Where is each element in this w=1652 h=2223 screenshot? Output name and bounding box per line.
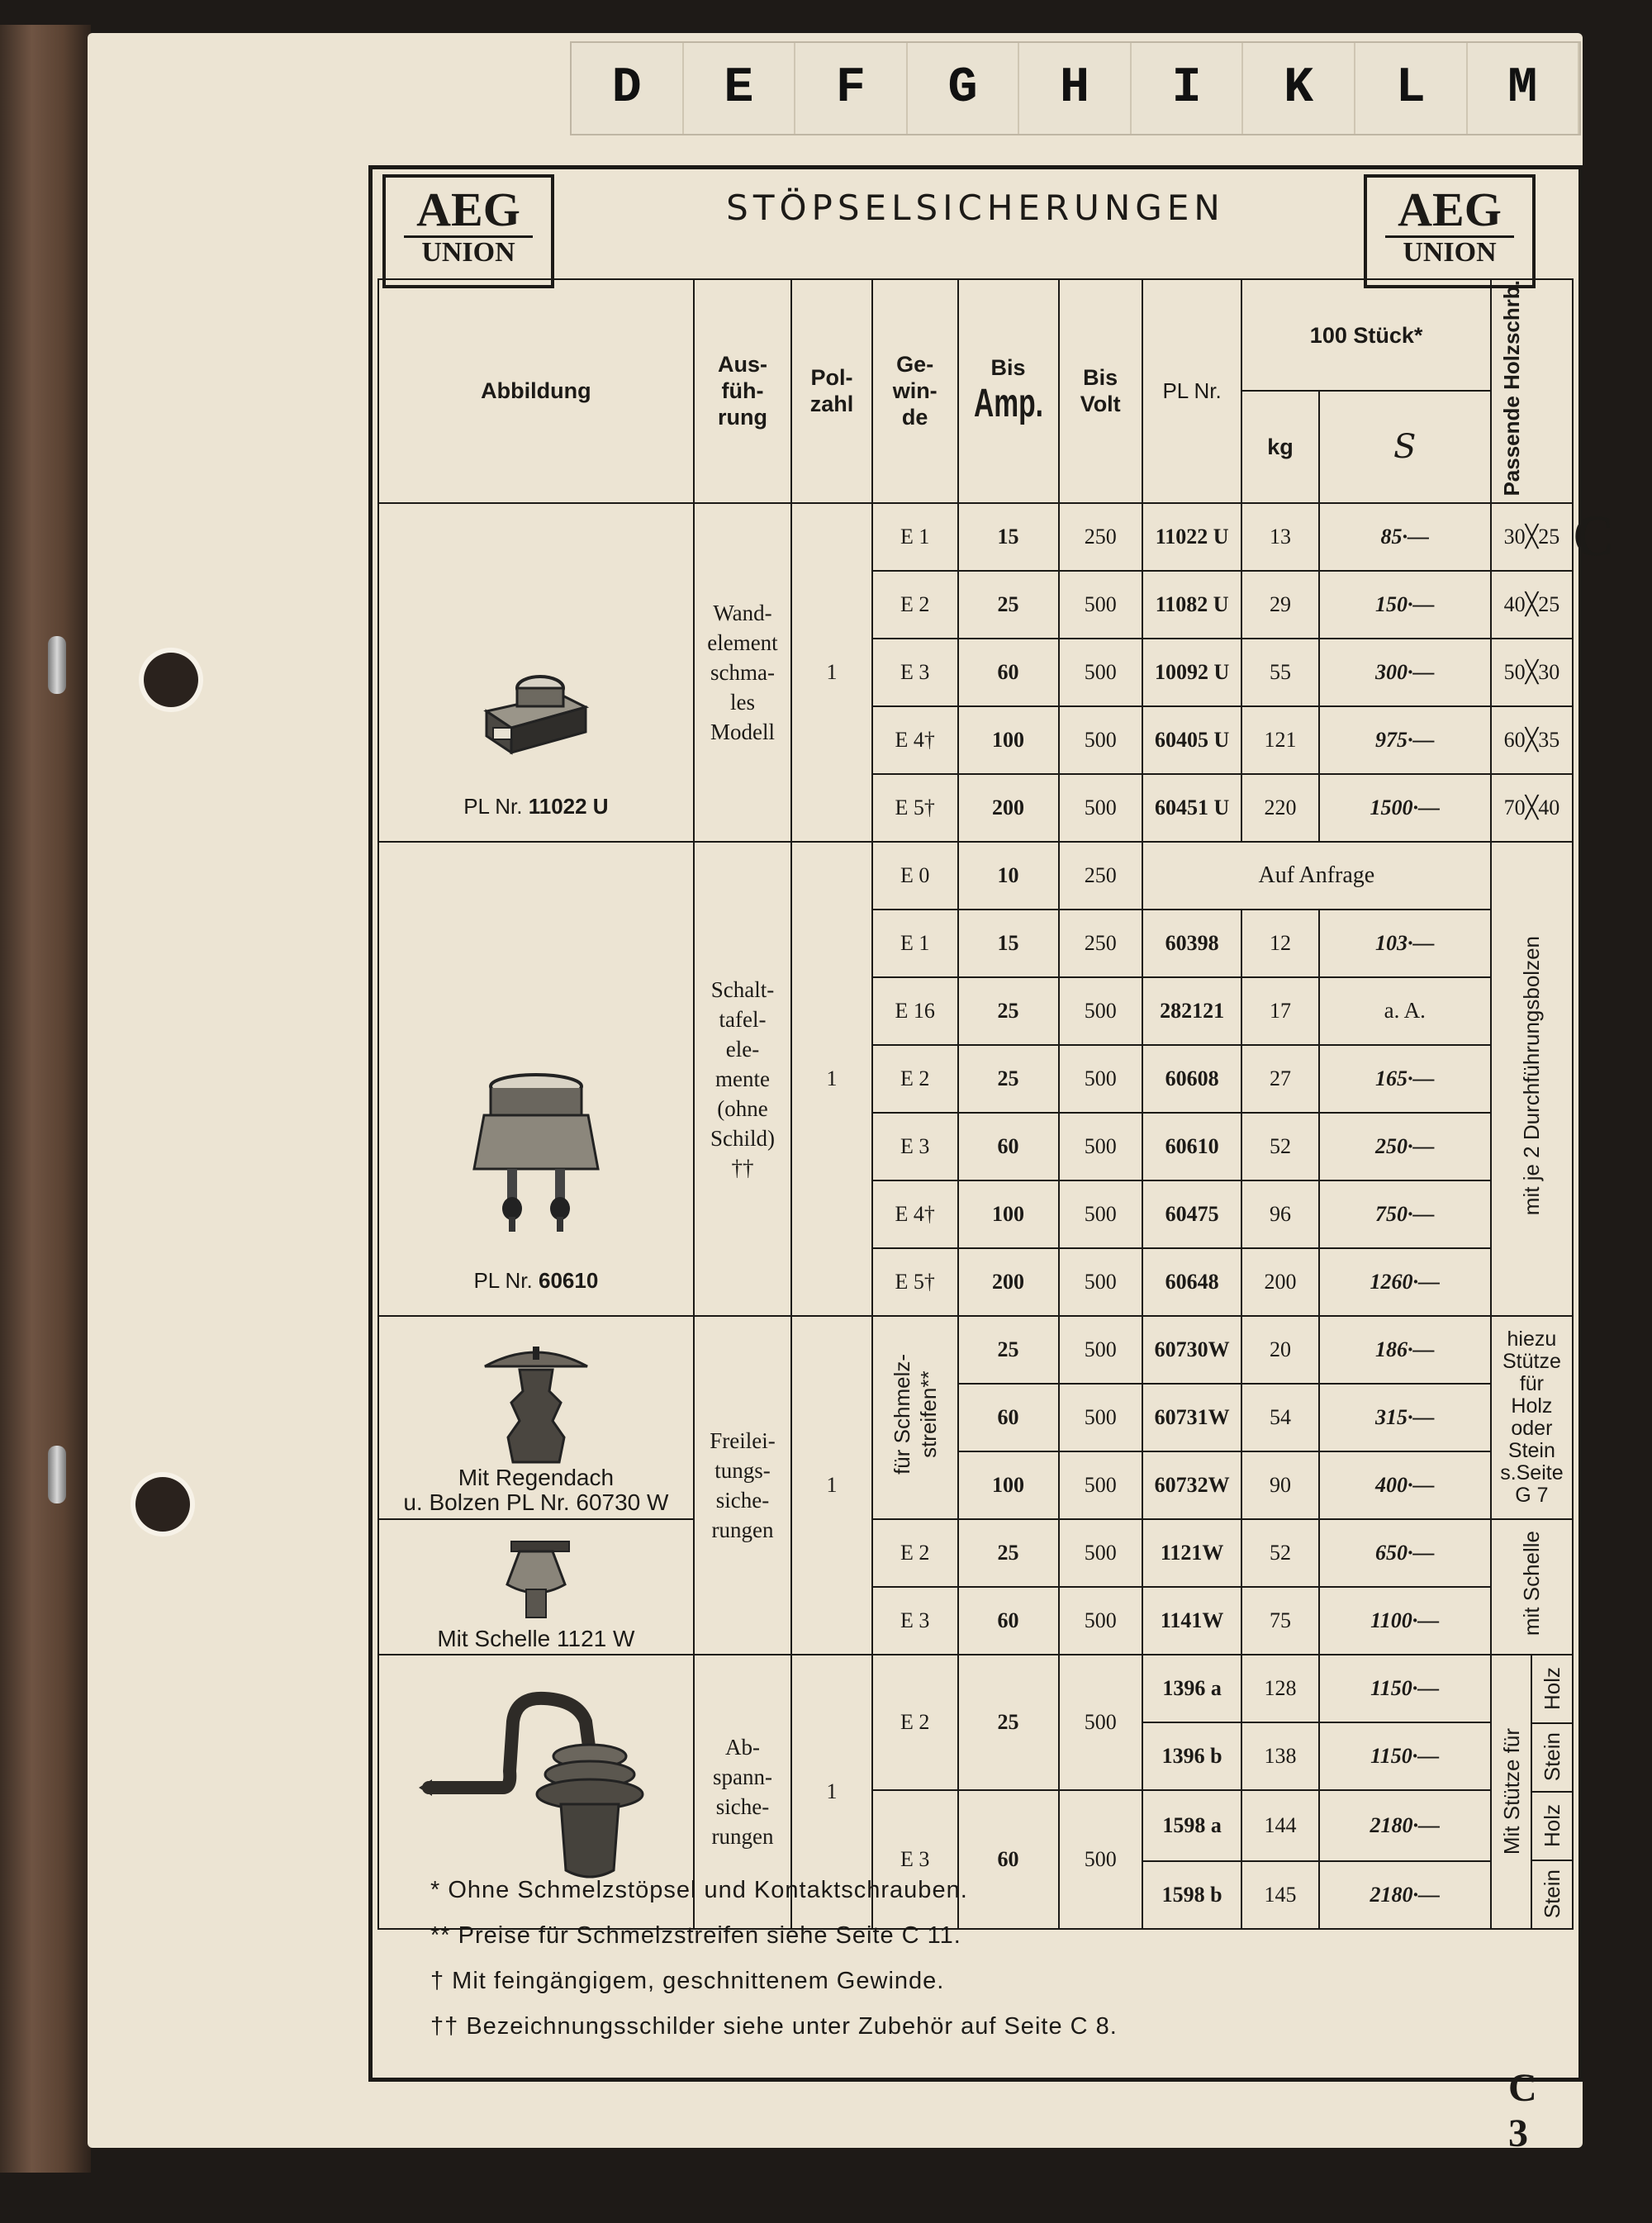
- price-cell: 165·—: [1319, 1045, 1491, 1113]
- price-cell: 103·—: [1319, 910, 1491, 977]
- pl-nr-cell: 60451 U: [1142, 774, 1242, 842]
- volt-cell: 500: [1059, 639, 1142, 706]
- price-cell: 150·—: [1319, 571, 1491, 639]
- gewinde-cell: E 1: [872, 910, 958, 977]
- panel-fuse-element-illustration: [466, 1070, 606, 1235]
- gewinde-cell: E 2: [872, 1519, 958, 1587]
- kg-cell: 17: [1241, 977, 1318, 1045]
- volt-cell: 500: [1059, 1180, 1142, 1248]
- volt-cell: 250: [1059, 910, 1142, 977]
- price-cell: 1260·—: [1319, 1248, 1491, 1316]
- kg-cell: 128: [1241, 1655, 1318, 1722]
- kg-cell: 145: [1241, 1861, 1318, 1929]
- screw-cell: 30╳25: [1491, 503, 1573, 571]
- page-title: STÖPSELSICHERUNGEN: [726, 188, 1225, 228]
- amp-cell: 25: [958, 1316, 1059, 1384]
- price-cell: 1150·—: [1319, 1655, 1491, 1722]
- footnotes: [430, 1868, 1118, 2050]
- gewinde-cell: E 2: [872, 1655, 958, 1790]
- pol-cell: 1: [791, 1316, 872, 1655]
- pl-nr-cell: 282121: [1142, 977, 1242, 1045]
- kg-cell: 12: [1241, 910, 1318, 977]
- gewinde-cell: für Schmelz- streifen**: [872, 1316, 958, 1519]
- pol-cell: 1: [791, 503, 872, 842]
- kg-cell: 121: [1241, 706, 1318, 774]
- volt-cell: 500: [1059, 1316, 1142, 1384]
- volt-cell: 500: [1059, 977, 1142, 1045]
- pl-nr-cell: 1598 b: [1142, 1861, 1242, 1929]
- col-polzahl: Pol- zahl: [791, 279, 872, 503]
- amp-cell: 100: [958, 1451, 1059, 1519]
- pl-nr-cell: 60398: [1142, 910, 1242, 977]
- wall-fuse-element-illustration: [478, 670, 594, 761]
- volt-cell: 500: [1059, 1113, 1142, 1180]
- ausfuehrung-cell: Schalt- tafel- ele- mente (ohne Schild) ††: [694, 842, 791, 1316]
- price-cell: 315·—: [1319, 1384, 1491, 1451]
- col-kg: kg: [1241, 391, 1318, 502]
- gewinde-cell: E 3: [872, 639, 958, 706]
- tab-i[interactable]: I: [1132, 43, 1244, 134]
- price-cell: 400·—: [1319, 1451, 1491, 1519]
- kg-cell: 144: [1241, 1790, 1318, 1861]
- col-bis-volt: Bis Volt: [1059, 279, 1142, 503]
- col-passende: Passende Holzschrb.: [1491, 279, 1573, 503]
- amp-cell: 25: [958, 1045, 1059, 1113]
- amp-cell: 100: [958, 1180, 1059, 1248]
- aeg-union-logo-left: AEG UNION: [382, 174, 554, 288]
- volt-cell: 250: [1059, 842, 1142, 910]
- amp-cell: 25: [958, 1519, 1059, 1587]
- kg-cell: 52: [1241, 1113, 1318, 1180]
- col-pl-nr: PL Nr.: [1142, 279, 1242, 503]
- volt-cell: 500: [1059, 1384, 1142, 1451]
- amp-cell: 25: [958, 571, 1059, 639]
- gewinde-cell: E 5†: [872, 1248, 958, 1316]
- gewinde-cell: E 3: [872, 1790, 958, 1929]
- price-cell: 750·—: [1319, 1180, 1491, 1248]
- price-cell: 85·—: [1319, 503, 1491, 571]
- pl-nr-cell: 1141W: [1142, 1587, 1242, 1655]
- tab-f[interactable]: F: [795, 43, 908, 134]
- amp-cell: 200: [958, 1248, 1059, 1316]
- volt-cell: 500: [1059, 1045, 1142, 1113]
- price-cell: 1150·—: [1319, 1722, 1491, 1790]
- tab-l[interactable]: L: [1355, 43, 1468, 134]
- gewinde-cell: E 5†: [872, 774, 958, 842]
- amp-cell: 60: [958, 1790, 1059, 1929]
- pol-cell: 1: [791, 842, 872, 1316]
- illustration-caption: PL Nr. 60610: [473, 1267, 599, 1293]
- illustration-cell: [378, 842, 694, 1316]
- price-cell: 186·—: [1319, 1316, 1491, 1384]
- tab-g[interactable]: G: [908, 43, 1020, 134]
- strain-fuse-illustration: [412, 1689, 660, 1895]
- screw-cell: 60╳35: [1491, 706, 1573, 774]
- gewinde-cell: E 0: [872, 842, 958, 910]
- kg-cell: 138: [1241, 1722, 1318, 1790]
- side-note-cell: mit Schelle: [1491, 1519, 1573, 1655]
- kg-cell: 90: [1241, 1451, 1318, 1519]
- footnote: †† Bezeichnungsschilder siehe unter Zubehör auf Seite C 8.: [430, 2013, 1118, 2040]
- volt-cell: 500: [1059, 1587, 1142, 1655]
- side-note-cell: hiezu Stütze für Holz oder Stein s.Seite G 7: [1491, 1316, 1573, 1519]
- amp-cell: 60: [958, 639, 1059, 706]
- pl-nr-cell: 60730W: [1142, 1316, 1242, 1384]
- pl-nr-cell: 60475: [1142, 1180, 1242, 1248]
- kg-cell: 200: [1241, 1248, 1318, 1316]
- gewinde-cell: E 2: [872, 1045, 958, 1113]
- col-bis-amp-bottom: Amp.: [973, 382, 1043, 426]
- gewinde-cell: E 3: [872, 1587, 958, 1655]
- amp-cell: 100: [958, 706, 1059, 774]
- volt-cell: 500: [1059, 1519, 1142, 1587]
- fuse-table: [377, 278, 1574, 1930]
- illustration-caption: Mit Schelle 1121 W: [437, 1625, 635, 1651]
- price-cell: 1500·—: [1319, 774, 1491, 842]
- col-abbildung: Abbildung: [378, 279, 694, 503]
- price-cell: 250·—: [1319, 1113, 1491, 1180]
- col-ausfuehrung: Aus- füh- rung: [694, 279, 791, 503]
- screw-cell: 40╳25: [1491, 571, 1573, 639]
- tab-h[interactable]: H: [1019, 43, 1132, 134]
- screw-cell: 70╳40: [1491, 774, 1573, 842]
- pl-nr-cell: 60405 U: [1142, 706, 1242, 774]
- volt-cell: 500: [1059, 1248, 1142, 1316]
- illustration-cell: [378, 1519, 694, 1655]
- illustration-caption: Mit Regendach u. Bolzen PL Nr. 60730 W: [403, 1464, 669, 1515]
- volt-cell: 500: [1059, 1655, 1142, 1790]
- pl-nr-cell: 60731W: [1142, 1384, 1242, 1451]
- kg-cell: 54: [1241, 1384, 1318, 1451]
- ausfuehrung-cell: Freilei- tungs- siche- rungen: [694, 1316, 791, 1655]
- catalog-frame: [368, 165, 1583, 2082]
- kg-cell: 96: [1241, 1180, 1318, 1248]
- tab-e[interactable]: E: [684, 43, 796, 134]
- footnote: * Ohne Schmelzstöpsel und Kontaktschrauben.: [430, 1877, 968, 1903]
- page-number: C 3: [1508, 2066, 1544, 2155]
- col-gewinde: Ge- win- de: [872, 279, 958, 503]
- kg-cell: 220: [1241, 774, 1318, 842]
- binder-ring: [48, 1446, 66, 1503]
- volt-cell: 500: [1059, 706, 1142, 774]
- tab-m[interactable]: M: [1468, 43, 1580, 134]
- aeg-union-logo-right: AEG UNION: [1364, 174, 1536, 288]
- col-100-stueck: 100 Stück*: [1241, 279, 1490, 391]
- pl-nr-cell: 10092 U: [1142, 639, 1242, 706]
- clamp-fuse-illustration: [487, 1535, 586, 1626]
- ausfuehrung-cell: Ab- spann- siche- rungen: [694, 1655, 791, 1929]
- pl-nr-cell: 1396 a: [1142, 1655, 1242, 1722]
- binder-ring: [48, 636, 66, 694]
- volt-cell: 500: [1059, 1790, 1142, 1929]
- volt-cell: 500: [1059, 571, 1142, 639]
- kg-cell: 52: [1241, 1519, 1318, 1587]
- catalog-page: [88, 33, 1615, 2155]
- price-cell: a. A.: [1319, 977, 1491, 1045]
- pl-nr-cell: 60608: [1142, 1045, 1242, 1113]
- illustration-cell: [378, 503, 694, 842]
- amp-cell: 60: [958, 1384, 1059, 1451]
- gewinde-cell: E 1: [872, 503, 958, 571]
- gewinde-cell: E 16: [872, 977, 958, 1045]
- pl-nr-cell: 60610: [1142, 1113, 1242, 1180]
- kg-cell: 27: [1241, 1045, 1318, 1113]
- pl-nr-cell: 60732W: [1142, 1451, 1242, 1519]
- pl-nr-cell: 11022 U: [1142, 503, 1242, 571]
- volt-cell: 500: [1059, 774, 1142, 842]
- ausfuehrung-cell: Wand- element schma- les Modell: [694, 503, 791, 842]
- pl-nr-cell: 1396 b: [1142, 1722, 1242, 1790]
- price-cell: 2180·—: [1319, 1790, 1491, 1861]
- volt-cell: 250: [1059, 503, 1142, 571]
- amp-cell: 15: [958, 503, 1059, 571]
- col-bis-amp-top: Bis: [990, 355, 1026, 381]
- footnote: ** Preise für Schmelzstreifen siehe Seite C 11.: [430, 1922, 961, 1949]
- gewinde-cell: E 2: [872, 571, 958, 639]
- index-tabs: [570, 41, 1581, 135]
- illustration-cell: [378, 1316, 694, 1519]
- col-bis-amp: [958, 279, 1059, 503]
- amp-cell: 200: [958, 774, 1059, 842]
- pl-nr-cell: 1598 a: [1142, 1790, 1242, 1861]
- amp-cell: 60: [958, 1113, 1059, 1180]
- tab-k[interactable]: K: [1243, 43, 1355, 134]
- pl-nr-cell: 1121W: [1142, 1519, 1242, 1587]
- col-s: S: [1319, 391, 1491, 502]
- gewinde-cell: E 4†: [872, 706, 958, 774]
- kg-cell: 55: [1241, 639, 1318, 706]
- price-cell: 1100·—: [1319, 1587, 1491, 1655]
- pol-cell: 1: [791, 1655, 872, 1929]
- side-note-cell: Mit Stütze für Holz Stein Holz Stein: [1491, 1655, 1573, 1929]
- gewinde-cell: E 4†: [872, 1180, 958, 1248]
- kg-cell: 29: [1241, 571, 1318, 639]
- price-cell: 2180·—: [1319, 1861, 1491, 1929]
- kg-cell: 20: [1241, 1316, 1318, 1384]
- kg-cell: 75: [1241, 1587, 1318, 1655]
- volt-cell: 500: [1059, 1451, 1142, 1519]
- tab-d[interactable]: D: [572, 43, 684, 134]
- kg-cell: 13: [1241, 503, 1318, 571]
- price-cell: 300·—: [1319, 639, 1491, 706]
- footnote: † Mit feingängigem, geschnittenem Gewinde.: [430, 1968, 945, 1994]
- binder-spine: [0, 25, 91, 2173]
- pl-nr-cell: 60648: [1142, 1248, 1242, 1316]
- price-cell: 975·—: [1319, 706, 1491, 774]
- illustration-caption: PL Nr. 11022 U: [463, 793, 609, 819]
- side-note-cell: mit je 2 Durchführungsbolzen: [1491, 842, 1573, 1316]
- screw-cell: 50╳30: [1491, 639, 1573, 706]
- price-cell: 650·—: [1319, 1519, 1491, 1587]
- amp-cell: 10: [958, 842, 1059, 910]
- amp-cell: 15: [958, 910, 1059, 977]
- pl-nr-cell: 11082 U: [1142, 571, 1242, 639]
- section-letter: C: [1573, 505, 1615, 568]
- punch-hole: [135, 1477, 190, 1532]
- amp-cell: 25: [958, 1655, 1059, 1790]
- punch-hole: [144, 653, 198, 707]
- rain-roof-fuse-illustration: [478, 1342, 594, 1465]
- amp-cell: 25: [958, 977, 1059, 1045]
- gewinde-cell: E 3: [872, 1113, 958, 1180]
- auf-anfrage-cell: Auf Anfrage: [1142, 842, 1491, 910]
- amp-cell: 60: [958, 1587, 1059, 1655]
